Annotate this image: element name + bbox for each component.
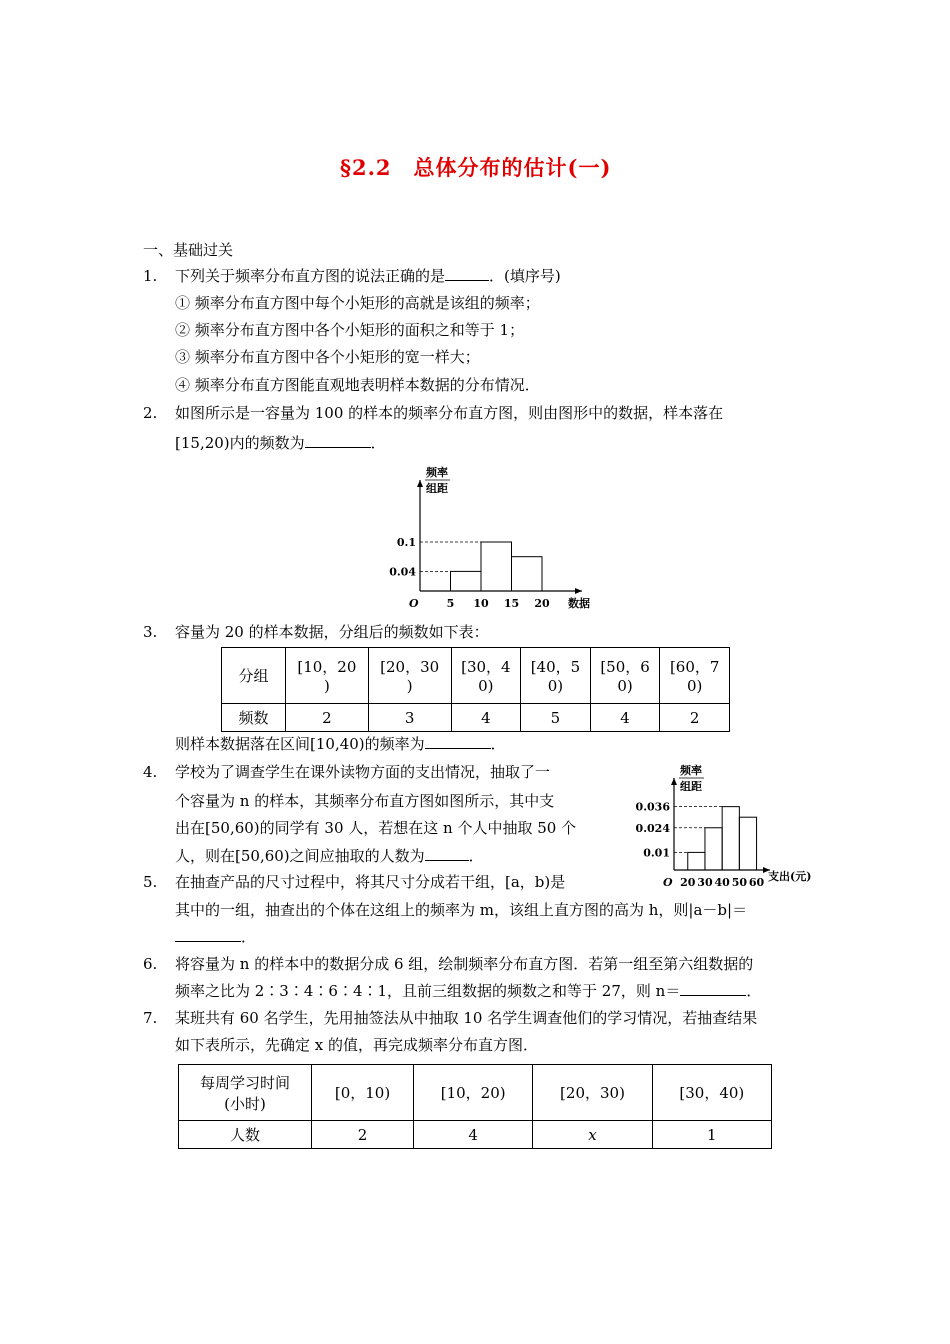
- table-cell: 4: [590, 704, 660, 732]
- table-header-cell: 分组: [222, 648, 286, 704]
- q4-line-last: [175, 846, 484, 866]
- q1-stem: [175, 266, 561, 286]
- group-part: ): [406, 677, 413, 695]
- y-tick-label: 0.01: [643, 846, 670, 860]
- histogram-bar: [705, 828, 722, 870]
- table-header-cell: [660, 648, 730, 704]
- section-heading: 一、基础过关: [143, 241, 234, 259]
- q5-line3: [175, 927, 256, 947]
- histogram-bar: [451, 571, 482, 591]
- q3-after: [175, 734, 506, 754]
- table-header-cell: [521, 648, 591, 704]
- y-label-numerator: 频率: [426, 466, 448, 479]
- q4-tail: ．: [468, 847, 484, 865]
- y-label-numerator: 频率: [680, 764, 702, 777]
- table-header-cell: [590, 648, 660, 704]
- histogram-chart-q2: [385, 458, 610, 613]
- y-tick-label: 0.04: [389, 565, 416, 579]
- x-axis-label: 数据: [568, 597, 590, 610]
- q6-line2: [175, 981, 761, 1001]
- origin-label: O: [409, 597, 419, 610]
- table-header-cell: [30，40): [652, 1065, 771, 1121]
- group-part: 0): [547, 677, 564, 695]
- x-axis-arrow-icon: [575, 588, 582, 594]
- q7-number: 7.: [143, 1009, 158, 1027]
- table-header-cell: [451, 648, 521, 704]
- table-cell: 4: [451, 704, 521, 732]
- x-tick-label: 20: [680, 876, 696, 888]
- x-tick-label: 15: [503, 597, 520, 610]
- group-part: [50，6: [600, 658, 650, 676]
- q7-line2: 如下表所示，先确定 x 的值，再完成频率分布直方图．: [175, 1036, 538, 1054]
- q6-line2-text: 频率之比为 2∶3∶4∶6∶4∶1，且前三组数据的频数之和等于 27，则 n＝: [175, 982, 681, 1000]
- table-cell: x: [533, 1121, 652, 1149]
- q5-line1: 在抽查产品的尺寸过程中，将其尺寸分成若干组，[a，b)是: [175, 873, 566, 891]
- header-part: 每周学习时间: [199, 1073, 290, 1092]
- group-part: [20，30: [380, 658, 440, 676]
- q4-line: 学校为了调查学生在课外读物方面的支出情况，抽取了一: [175, 763, 551, 781]
- histogram-bar: [722, 807, 739, 870]
- x-tick-label: 5: [446, 597, 455, 610]
- x-axis-label: 支出(元): [768, 870, 812, 883]
- q6-number: 6.: [143, 955, 158, 973]
- q5-line2: 其中的一组，抽查出的个体在这组上的频率为 m，该组上直方图的高为 h，则|a－b|＝: [175, 901, 748, 919]
- q3-after-text: 则样本数据落在区间[10,40)的频率为: [175, 735, 425, 753]
- y-tick-label: 0.024: [635, 821, 670, 835]
- q2-line1: 如图所示是一容量为 100 的样本的频率分布直方图，则由图形中的数据，样本落在: [175, 404, 724, 422]
- q2-line2-text: [15,20)内的频数为: [175, 434, 305, 452]
- q4-line: 个容量为 n 的样本，其频率分布直方图如图所示，其中支: [175, 792, 555, 810]
- x-tick-label: 30: [697, 876, 713, 888]
- histogram-chart-q4: [624, 762, 840, 888]
- q1-tail: ．(填序号): [489, 267, 561, 285]
- group-part: [30，4: [461, 658, 511, 676]
- q1-option: ② 频率分布直方图中各个小矩形的面积之和等于 1；: [175, 321, 525, 339]
- header-part: (小时): [224, 1094, 266, 1113]
- histogram-bar: [739, 817, 756, 870]
- q1-option: ③ 频率分布直方图中各个小矩形的宽一样大；: [175, 348, 480, 366]
- q1-option: ④ 频率分布直方图能直观地表明样本数据的分布情况．: [175, 376, 540, 394]
- q7-line1: 某班共有 60 名学生，先用抽签法从中抽取 10 名学生调查他们的学习情况，若抽查结果: [175, 1009, 758, 1027]
- q1-stem-text: 下列关于频率分布直方图的说法正确的是: [175, 267, 446, 285]
- answer-blank[interactable]: [425, 734, 491, 749]
- y-tick-label: 0.036: [635, 800, 670, 814]
- x-tick-label: 50: [731, 876, 748, 888]
- origin-label: O: [663, 876, 673, 888]
- y-axis-arrow-icon: [417, 480, 423, 487]
- answer-blank[interactable]: [445, 266, 489, 281]
- q2-line2: [175, 433, 386, 453]
- table-cell: 5: [521, 704, 591, 732]
- q3-tail: ．: [490, 735, 506, 753]
- q6-tail: ．: [746, 982, 762, 1000]
- table-header-cell: [0，10): [312, 1065, 414, 1121]
- table-cell: 1: [652, 1121, 771, 1149]
- answer-blank[interactable]: [305, 433, 371, 448]
- y-axis-arrow-icon: [671, 778, 677, 785]
- q6-line1: 将容量为 n 的样本中的数据分成 6 组，绘制频率分布直方图．若第一组至第六组数据的: [175, 955, 754, 973]
- answer-blank[interactable]: [425, 846, 469, 861]
- y-label-denominator: 组距: [426, 482, 448, 495]
- q4-number: 4.: [143, 763, 158, 781]
- table-cell: 4: [414, 1121, 533, 1149]
- group-part: [10，20: [297, 658, 357, 676]
- group-part: 0): [478, 677, 494, 695]
- histogram-bar: [512, 557, 543, 591]
- group-part: ): [323, 677, 330, 695]
- q3-stem: 容量为 20 的样本数据，分组后的频数如下表：: [175, 623, 489, 641]
- table-cell: 2: [660, 704, 730, 732]
- table-header-cell: [179, 1065, 312, 1121]
- q3-frequency-table: [221, 647, 730, 732]
- group-part: [40，5: [530, 658, 581, 676]
- table-cell: 3: [368, 704, 451, 732]
- q1-number: 1.: [143, 267, 158, 285]
- q1-option: ① 频率分布直方图中每个小矩形的高就是该组的频率；: [175, 294, 540, 312]
- group-part: [60，7: [669, 658, 720, 676]
- y-label-denominator: 组距: [680, 780, 702, 793]
- histogram-bar: [688, 852, 705, 870]
- answer-blank[interactable]: [680, 981, 746, 996]
- table-header-cell: [286, 648, 369, 704]
- q3-number: 3.: [143, 623, 158, 641]
- x-tick-label: 60: [748, 876, 765, 888]
- table-cell: 2: [286, 704, 369, 732]
- q2-tail: ．: [370, 434, 386, 452]
- q5-tail: ．: [241, 928, 257, 946]
- q2-number: 2.: [143, 404, 158, 422]
- histogram-bar: [481, 542, 512, 591]
- y-tick-label: 0.1: [396, 536, 416, 549]
- table-header-cell: [10，20): [414, 1065, 533, 1121]
- x-tick-label: 40: [714, 876, 730, 888]
- q7-study-time-table: [178, 1064, 772, 1149]
- q5-number: 5.: [143, 873, 158, 891]
- x-tick-label: 10: [473, 597, 489, 610]
- group-part: 0): [617, 677, 633, 695]
- answer-blank[interactable]: [175, 927, 241, 942]
- table-header-cell: [20，30): [533, 1065, 652, 1121]
- table-row-label: 频数: [222, 704, 286, 732]
- table-row-label: 人数: [179, 1121, 312, 1149]
- q4-line: 出在[50,60)的同学有 30 人，若想在这 n 个人中抽取 50 个: [175, 819, 577, 837]
- table-header-cell: [368, 648, 451, 704]
- x-tick-label: 20: [534, 597, 550, 610]
- group-part: 0): [686, 677, 703, 695]
- q4-line-text: 人，则在[50,60)之间应抽取的人数为: [175, 847, 425, 865]
- page-title: §2.2 总体分布的估计(一): [340, 155, 612, 180]
- table-cell: 2: [312, 1121, 414, 1149]
